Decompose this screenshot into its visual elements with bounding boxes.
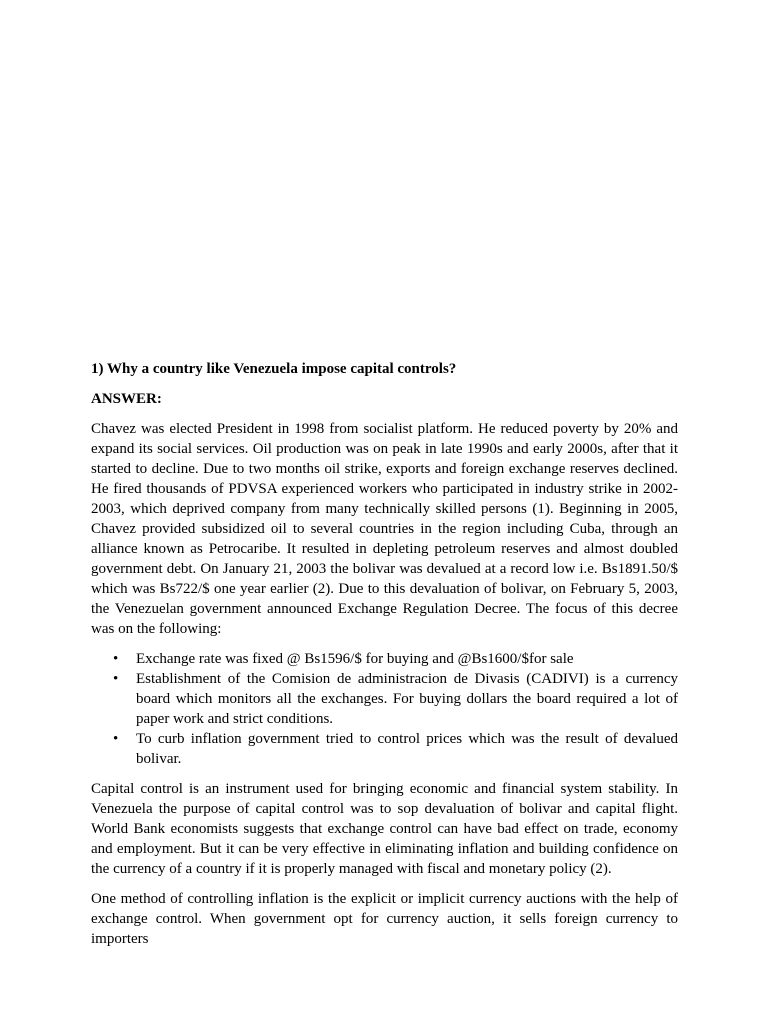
decree-bullet-list (91, 649, 678, 769)
list-item-text: To curb inflation government tried to control prices which was the result of devalued bolivar. (136, 731, 678, 767)
inflation-paragraph: One method of controlling inflation is the explicit or implicit currency auctions with the help of exchange control. When government opt for currency auction, it sells foreign currency to importers (91, 891, 678, 947)
list-item (91, 669, 678, 729)
list-item-text: Exchange rate was fixed @ Bs1596/$ for buying and @Bs1600/$for sale (136, 651, 574, 667)
document-body (91, 359, 678, 959)
bullet-icon: • (113, 671, 119, 687)
bullet-icon: • (113, 651, 119, 667)
bullet-icon: • (113, 731, 119, 747)
capital-control-paragraph: Capital control is an instrument used for bringing economic and financial system stability. In Venezuela the purpose of capital control was to sop devaluation of bolivar and capital flight. World Bank economists suggests that exchange control can have bad effect on trade, economy and employment. But it can be very effective in eliminating inflation and building confidence on the currency of a country if it is properly managed with fiscal and monetary policy (2). (91, 781, 678, 877)
list-item (91, 649, 678, 669)
list-item-text: Establishment of the Comision de administracion de Divasis (CADIVI) is a currency board which monitors all the exchanges. For buying dollars the board required a lot of paper work and strict conditions. (136, 671, 678, 727)
answer-label: ANSWER: (91, 391, 162, 407)
list-item (91, 729, 678, 769)
question-heading: 1) Why a country like Venezuela impose capital controls? (91, 361, 457, 377)
intro-paragraph: Chavez was elected President in 1998 from socialist platform. He reduced poverty by 20% and expand its social services. Oil production was on peak in late 1990s and early 2000s, after that it started to decline. Due to two months oil strike, exports and foreign exchange reserves declined. He fired thousands of PDVSA experienced workers who participated in industry strike in 2002-2003, which deprived company from many technically skilled persons (1). Beginning in 2005, Chavez provided subsidized oil to several countries in the region including Cuba, through an alliance known as Petrocaribe. It resulted in depleting petroleum reserves and almost doubled government debt. On January 21, 2003 the bolivar was devalued at a record low i.e. Bs1891.50/$ which was Bs722/$ one year earlier (2). Due to this devaluation of bolivar, on February 5, 2003, the Venezuelan government announced Exchange Regulation Decree. The focus of this decree was on the following: (91, 421, 678, 637)
